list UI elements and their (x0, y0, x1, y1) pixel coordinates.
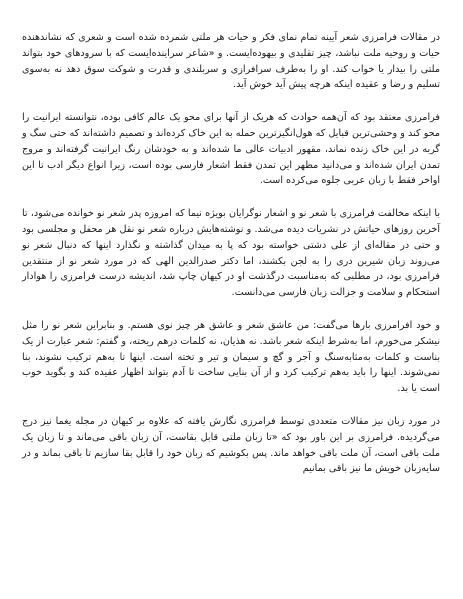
paragraph-1: در مقالات فرامرزی شعر آیینه تمام نمای فکر و حیات هر ملتی شمرده شده است و شعری که نشاندهنده حیات و روحیه ملت نباشد، چیز تقلیدی و بیهوده‌ایست. و «شاعر سراینده‌ایست که با سرودهای خود بتواند ملتی را بیدار یا خواب کند. او را به‌طرف سرافرازی و سربلندی و قدرت و شوکت سوق دهد نه به‌سوی تسلیم و رضا و عقیده اینکه هرچه پیش آید خوش آید. (22, 32, 440, 91)
paragraph-5: در مورد زبان نیز مقالات متعددی توسط فرامرزی نگارش یافته که علاوه بر کیهان در مجله یغما نیز درج می‌گردیده. فرامرزی بر این باور بود که «تا زبان ملتی قابل بقاست، آن زبان باقی می‌ماند و تا زبان یک ملت باقی است، آن ملت باقی خواهد ماند. پس بکوشیم که زبان خود را قابل بقا سازیم تا باقی بماند و در سایه‌زبان خویش ما نیز باقی بمانیم (22, 415, 440, 475)
paragraph-2: فرامرزی معتقد بود که آن‌همه حوادث که هریک از آنها برای محو یک عالم کافی بوده، نتوانسته ایرانیت را محو کند و وحشی‌ترین قبایل که هول‌انگیزترین حمله به این خاک کرده‌اند و تصمیم داشته‌اند که حتی سگ و گربه در این خاک زنده نماند، مقهور ادبیات عالی ما شده‌اند و به خودشان رنگ ایرانیت گرفته‌اند و مروج تمدن ایران شده‌اند و می‌دانید مظهر این تمدن فقط اشعار فارسی بوده است، زیرا انواع دیگر ادب تا این اواخر فقط با زبان عربی جلوه می‌کرده است. (22, 112, 440, 187)
paragraph-4: و خود افرامرزی بارها می‌گفت: من عاشق شعر و عاشق هر چیز نوی هستم. و بنابراین شعر نو را مثل نیشکر می‌خورم، اما به‌شرط اینکه شعر باشد. نه هذیان، نه کلمات درهم ریخته، و گفتم: شعر عبارت از یک بناست و کلمات به‌مثابه‌سنگ و آجر و گچ و سیمان و تیر و تخته است. اینها تا به‌هم ترکیب نشوند، بنا نمی‌شوند. اینها را باید به‌هم ترکیب کرد و از آن بنایی ساخت تا آدم بتواند اظهار عقیده کند و بگوید خوب است یا بد. (22, 319, 440, 395)
document-page (22, 30, 440, 494)
paragraph-3: با اینکه مخالفت فرامرزی با شعر نو و اشعار نوگرایان بویژه نیما که امروزه پدر شعر نو خوانده می‌شود، تا آخرین روزهای حیاتش در نشریات دیده می‌شد. و نوشته‌هایش درباره شعر نو نقل هر محفل و مجلسی بود و حتی در مقاله‌ای از علی دشتی خواسته بود که پا به میدان گذاشته و نگذارد اینها که دنبال شعر نو می‌روند زبان شیرین دری را به لجن بکشند، اما دکتر صدرالدین الهی که در مورد شعر نو از منتقدین فرامرزی بود، در مطلبی که به‌مناسبت درگذشت او در کیهان چاپ شد، اندیشه درست فرامرزی را هوادار استحکام و سلامت و جزالت زبان فارسی می‌دانست. (22, 208, 440, 299)
